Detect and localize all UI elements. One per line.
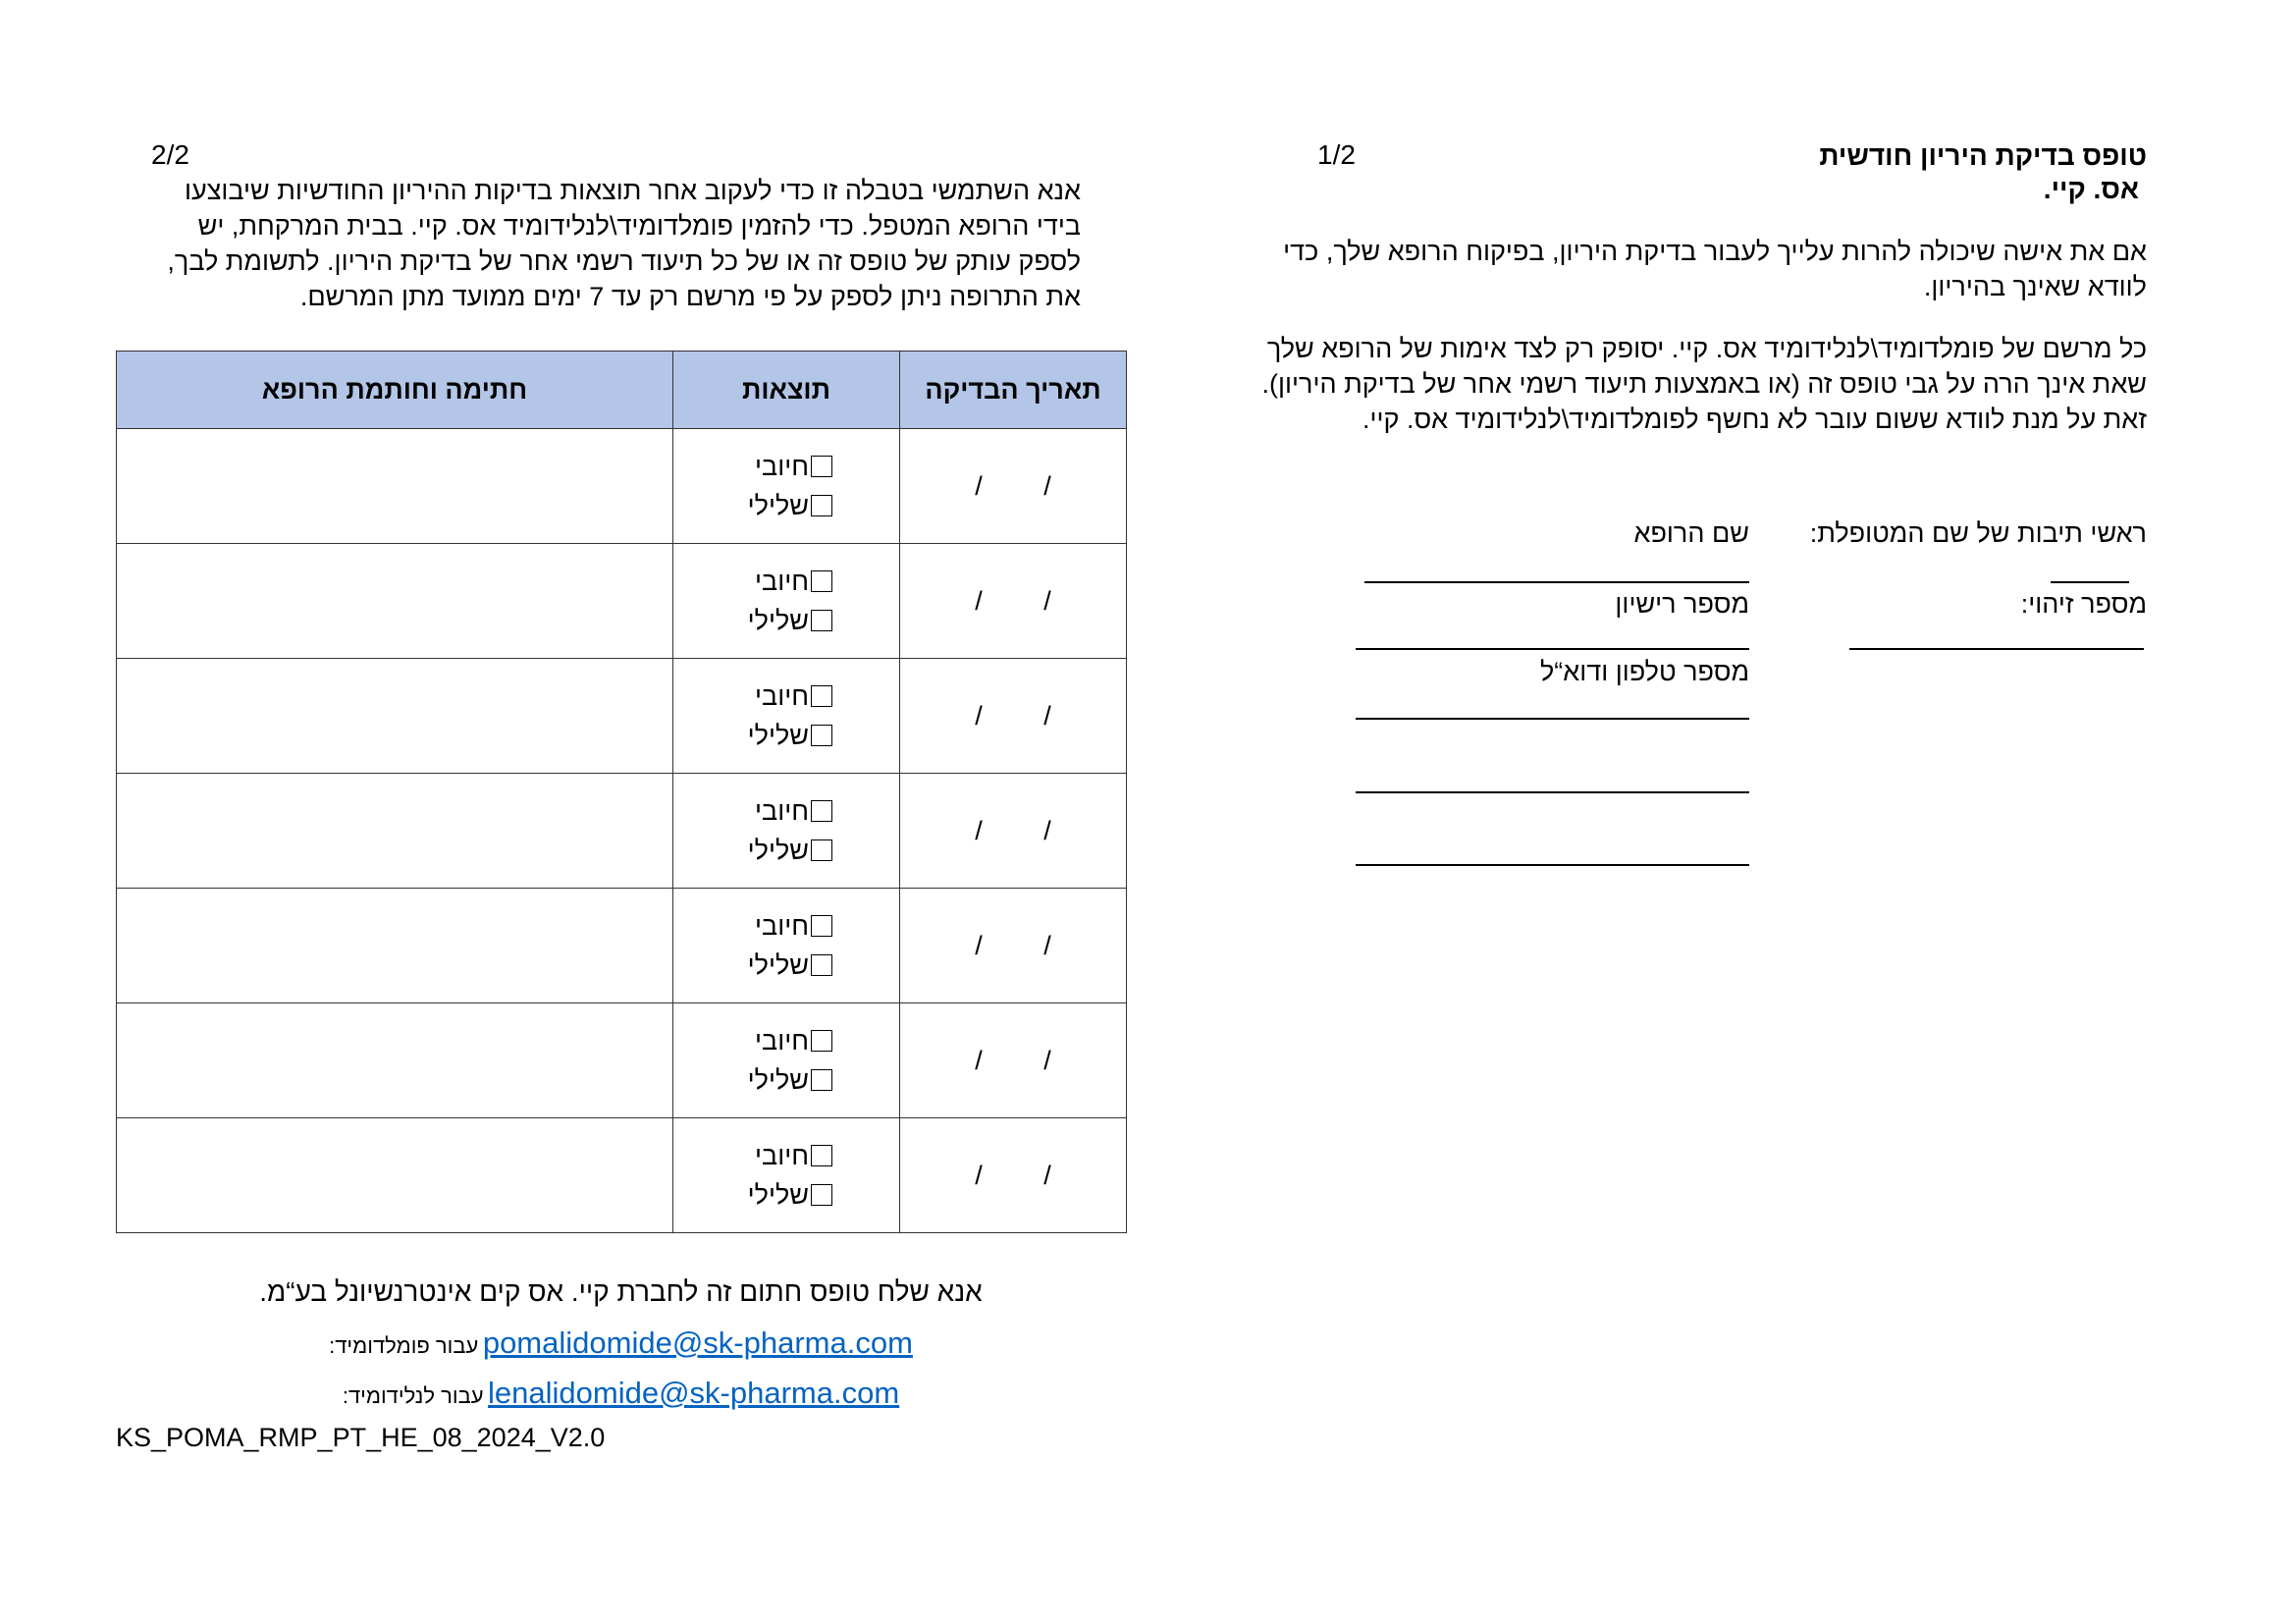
- doctor-signature-cell[interactable]: [117, 544, 673, 659]
- positive-checkbox[interactable]: [811, 915, 832, 937]
- patient-initials-field[interactable]: [2051, 581, 2129, 583]
- patient-initials-label: ראשי תיבות של שם המטופלת:: [1809, 518, 2147, 548]
- patient-id-field[interactable]: [1849, 648, 2144, 650]
- date-slash: /: [1043, 700, 1051, 731]
- negative-option[interactable]: [673, 486, 899, 525]
- date-slash: /: [1043, 1045, 1051, 1075]
- header-results: תוצאות: [673, 352, 900, 429]
- doctor-name-field[interactable]: [1364, 581, 1749, 583]
- negative-label: שלילי: [747, 491, 809, 520]
- page-number-1: 1/2: [1317, 139, 1356, 170]
- date-slash: /: [975, 1045, 983, 1075]
- date-slash: /: [975, 815, 983, 845]
- result-cell: [673, 1003, 900, 1118]
- positive-label: חיובי: [755, 452, 809, 481]
- table-row: [117, 1118, 1127, 1233]
- intro-paragraph-2: כל מרשם של פומלדומיד\לנלידומיד אס. קיי. יסופק רק לצד אימות של הרופא שלך שאת אינך הרה על גבי טופס זה (או באמצעות תיעוד רשמי אחר של בדיקת היריון). זאת על מנת לוודא ששום עובר לא נחשף לפומלדומיד\לנלידומיד אס. קיי.: [1261, 334, 2147, 434]
- positive-label: חיובי: [755, 681, 809, 711]
- positive-option[interactable]: [673, 906, 899, 946]
- table-row: [117, 544, 1127, 659]
- test-date-cell[interactable]: [900, 1003, 1127, 1118]
- result-cell: [673, 429, 900, 544]
- negative-option[interactable]: [673, 601, 899, 640]
- header-doctor-signature: חתימה וחותמת הרופא: [117, 352, 673, 429]
- negative-checkbox[interactable]: [811, 610, 832, 631]
- positive-option[interactable]: [673, 447, 899, 486]
- positive-option[interactable]: [673, 677, 899, 716]
- date-slash: /: [1043, 1160, 1051, 1190]
- date-slashes: [944, 471, 1082, 502]
- pregnancy-test-table: [116, 351, 1127, 1233]
- test-date-cell[interactable]: [900, 544, 1127, 659]
- positive-label: חיובי: [755, 1026, 809, 1056]
- negative-option[interactable]: [673, 946, 899, 985]
- send-instruction: אנא שלח טופס חתום זה לחברת קיי. אס קים אינטרנשיונל בע“מ.: [259, 1276, 983, 1307]
- page-number-2: 2/2: [151, 139, 189, 170]
- positive-option[interactable]: [673, 1136, 899, 1175]
- date-slashes: [944, 1046, 1082, 1076]
- date-slashes: [944, 586, 1082, 617]
- test-date-cell[interactable]: [900, 1118, 1127, 1233]
- negative-label: שלילי: [747, 836, 809, 865]
- result-cell: [673, 889, 900, 1003]
- result-cell: [673, 544, 900, 659]
- positive-option[interactable]: [673, 562, 899, 601]
- negative-label: שלילי: [747, 1065, 809, 1095]
- table-row: [117, 429, 1127, 544]
- negative-label: שלילי: [747, 950, 809, 980]
- extra-field[interactable]: [1356, 864, 1749, 866]
- negative-checkbox[interactable]: [811, 1184, 832, 1206]
- doctor-signature-cell[interactable]: [117, 429, 673, 544]
- lenalidomide-label: עבור לנלידומיד:: [342, 1383, 484, 1408]
- positive-checkbox[interactable]: [811, 800, 832, 822]
- date-slash: /: [1043, 815, 1051, 845]
- doctor-signature-cell[interactable]: [117, 1003, 673, 1118]
- table-row: [117, 889, 1127, 1003]
- positive-label: חיובי: [755, 911, 809, 941]
- negative-checkbox[interactable]: [811, 725, 832, 746]
- date-slash: /: [975, 700, 983, 731]
- lenalidomide-contact: [116, 1376, 1126, 1411]
- document-code: KS_POMA_RMP_PT_HE_08_2024_V2.0: [116, 1423, 606, 1452]
- test-date-cell[interactable]: [900, 889, 1127, 1003]
- table-header-row: [117, 352, 1127, 429]
- positive-checkbox[interactable]: [811, 570, 832, 592]
- positive-label: חיובי: [755, 567, 809, 596]
- date-slash: /: [975, 930, 983, 960]
- doctor-signature-cell[interactable]: [117, 774, 673, 889]
- negative-option[interactable]: [673, 716, 899, 755]
- email-field[interactable]: [1356, 791, 1749, 793]
- lenalidomide-email-link[interactable]: lenalidomide@sk-pharma.com: [488, 1376, 900, 1410]
- test-date-cell[interactable]: [900, 429, 1127, 544]
- intro-paragraph-1: אם את אישה שיכולה להרות עלייך לעבור בדיקת היריון, בפיקוח הרופא שלך, כדי לוודא שאינך בהיריון.: [1283, 237, 2147, 301]
- pomalidomide-label: עבור פומלדומיד:: [329, 1333, 479, 1358]
- test-date-cell[interactable]: [900, 659, 1127, 774]
- date-slash: /: [1043, 470, 1051, 501]
- phone-field[interactable]: [1356, 718, 1749, 720]
- doctor-signature-cell[interactable]: [117, 659, 673, 774]
- doctor-name-label: שם הרופא: [1633, 518, 1749, 548]
- date-slash: /: [1043, 930, 1051, 960]
- positive-checkbox[interactable]: [811, 1030, 832, 1052]
- date-slash: /: [975, 470, 983, 501]
- positive-label: חיובי: [755, 1141, 809, 1170]
- positive-checkbox[interactable]: [811, 1145, 832, 1166]
- table-row: [117, 1003, 1127, 1118]
- positive-checkbox[interactable]: [811, 685, 832, 707]
- phone-email-label: מספר טלפון ודוא“ל: [1539, 657, 1749, 686]
- result-cell: [673, 659, 900, 774]
- patient-id-label: מספר זיהוי:: [2020, 589, 2147, 619]
- negative-checkbox[interactable]: [811, 495, 832, 516]
- test-date-cell[interactable]: [900, 774, 1127, 889]
- date-slashes: [944, 816, 1082, 846]
- negative-checkbox[interactable]: [811, 1069, 832, 1091]
- pomalidomide-email-link[interactable]: pomalidomide@sk-pharma.com: [482, 1326, 913, 1360]
- negative-option[interactable]: [673, 831, 899, 870]
- negative-option[interactable]: [673, 1175, 899, 1215]
- negative-label: שלילי: [747, 1180, 809, 1210]
- table-row: [117, 774, 1127, 889]
- table-row: [117, 659, 1127, 774]
- positive-option[interactable]: [673, 1021, 899, 1060]
- negative-checkbox[interactable]: [811, 954, 832, 976]
- date-slash: /: [975, 1160, 983, 1190]
- negative-label: שלילי: [747, 721, 809, 750]
- negative-label: שלילי: [747, 606, 809, 635]
- date-slashes: [944, 701, 1082, 731]
- negative-checkbox[interactable]: [811, 839, 832, 861]
- date-slashes: [944, 1161, 1082, 1191]
- result-cell: [673, 774, 900, 889]
- result-cell: [673, 1118, 900, 1233]
- license-field[interactable]: [1356, 648, 1749, 650]
- table-instructions: אנא השתמשי בטבלה זו כדי לעקוב אחר תוצאות בדיקות ההיריון החודשיות שיבוצעו בידי הרופא המטפל. כדי להזמין פומלדומיד\לנלידומיד אס. קיי. בבית המרקחת, יש לספק עותק של טופס זה או של כל תיעוד רשמי אחר של בדיקת היריון. לתשומת לבך, את התרופה ניתן לספק על פי מרשם רק עד 7 ימים ממועד מתן המרשם.: [167, 176, 1081, 311]
- doctor-signature-cell[interactable]: [117, 1118, 673, 1233]
- pomalidomide-contact: [116, 1326, 1126, 1361]
- date-slash: /: [975, 585, 983, 616]
- license-label: מספר רישיון: [1615, 589, 1749, 619]
- positive-checkbox[interactable]: [811, 456, 832, 477]
- positive-option[interactable]: [673, 791, 899, 831]
- doctor-signature-cell[interactable]: [117, 889, 673, 1003]
- form-title: טופס בדיקת היריון חודשית אס. קיי.: [1819, 140, 2147, 204]
- positive-label: חיובי: [755, 796, 809, 826]
- date-slashes: [944, 931, 1082, 961]
- date-slash: /: [1043, 585, 1051, 616]
- negative-option[interactable]: [673, 1060, 899, 1100]
- header-test-date: תאריך הבדיקה: [900, 352, 1127, 429]
